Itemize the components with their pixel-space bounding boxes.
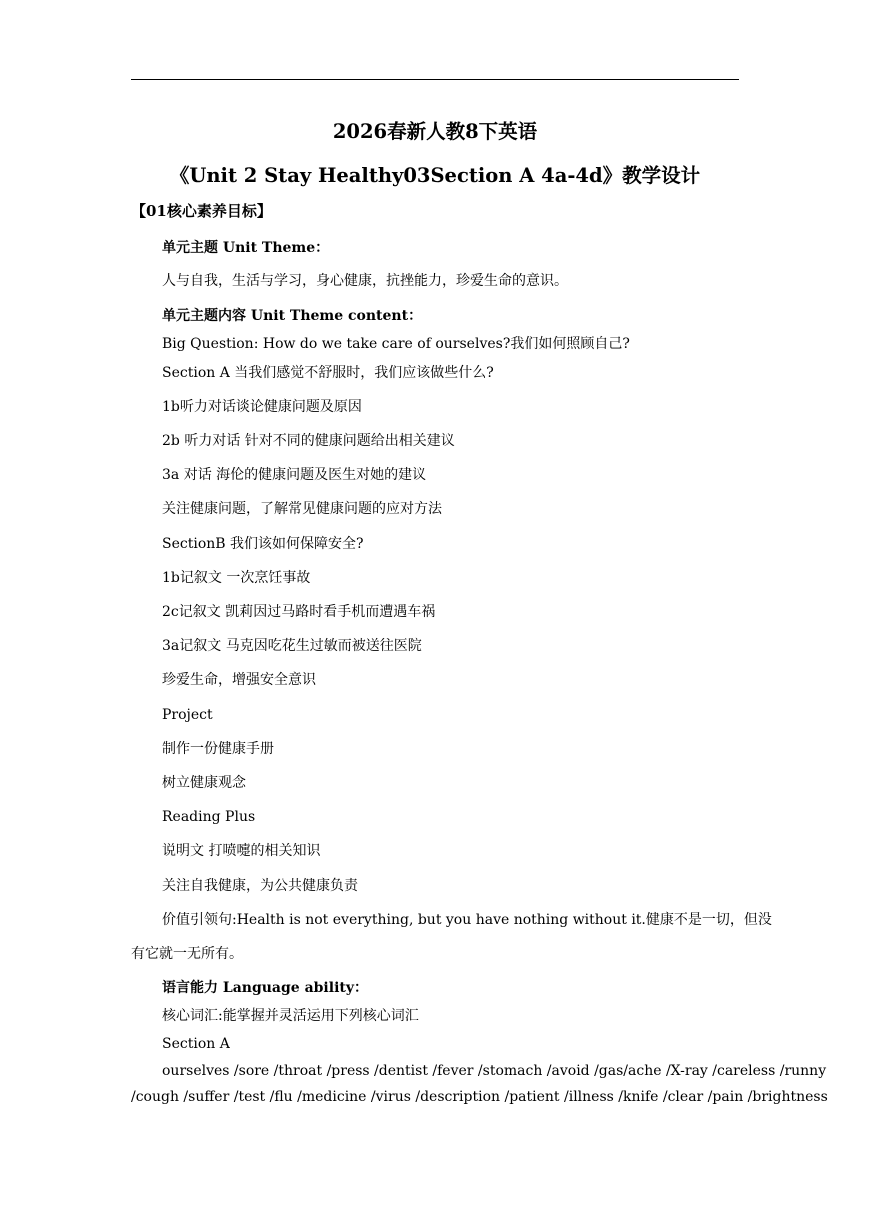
document-title: 2026春新人教8下英语 (332, 120, 538, 143)
content-line: Section A 当我们感觉不舒服时，我们应该做些什么? (162, 365, 494, 381)
content-line: SectionB 我们该如何保障安全? (162, 536, 364, 552)
content-line: 树立健康观念 (162, 775, 246, 791)
value-quote-line2: 有它就一无所有。 (131, 946, 243, 962)
header-rule (131, 79, 739, 80)
content-line: Big Question: How do we take care of ourselves?我们如何照顾自己? (162, 336, 630, 352)
vocab-line2: /cough /suffer /test /flu /medicine /virus /description /patient /illness /knife /clear /pain /brightness (131, 1089, 828, 1105)
vocab-line1: ourselves /sore /throat /press /dentist /fever /stomach /avoid /gas/ache /X-ray /careless /runny (162, 1063, 827, 1079)
content-line: 2c记叙文 凯莉因过马路时看手机而遭遇车祸 (162, 604, 436, 620)
section-heading-core-goals: 【01核心素养目标】 (131, 202, 272, 220)
vocab-section-label: Section A (162, 1036, 230, 1052)
unit-theme-content-heading: 单元主题内容 Unit Theme content： (162, 308, 423, 324)
content-line: 珍爱生命，增强安全意识 (162, 672, 316, 688)
content-line: 1b记叙文 一次烹饪事故 (162, 570, 311, 586)
unit-theme-heading: 单元主题 Unit Theme： (162, 240, 330, 256)
content-line: 制作一份健康手册 (162, 741, 274, 757)
value-quote-line1: 价值引领句:Health is not everything, but you have nothing without it.健康不是一切，但没 (162, 912, 772, 928)
content-line: 说明文 打喷嚏的相关知识 (162, 843, 321, 859)
unit-theme-text: 人与自我，生活与学习，身心健康，抗挫能力，珍爱生命的意识。 (162, 273, 568, 289)
content-line: Reading Plus (162, 809, 256, 825)
content-line: 3a记叙文 马克因吃花生过敏而被送往医院 (162, 638, 422, 654)
language-ability-heading: 语言能力 Language ability： (162, 980, 368, 996)
content-line: 3a 对话 海伦的健康问题及医生对她的建议 (162, 467, 427, 483)
content-line: 1b听力对话谈论健康问题及原因 (162, 399, 362, 415)
document-subtitle: 《Unit 2 Stay Healthy03Section A 4a-4d》教学设计 (169, 164, 701, 187)
core-vocab-intro: 核心词汇:能掌握并灵活运用下列核心词汇 (162, 1008, 419, 1024)
content-line: 关注自我健康，为公共健康负责 (162, 878, 358, 894)
content-line: 2b 听力对话 针对不同的健康问题给出相关建议 (162, 433, 455, 449)
content-line: 关注健康问题，了解常见健康问题的应对方法 (162, 501, 442, 517)
content-line: Project (162, 707, 213, 723)
